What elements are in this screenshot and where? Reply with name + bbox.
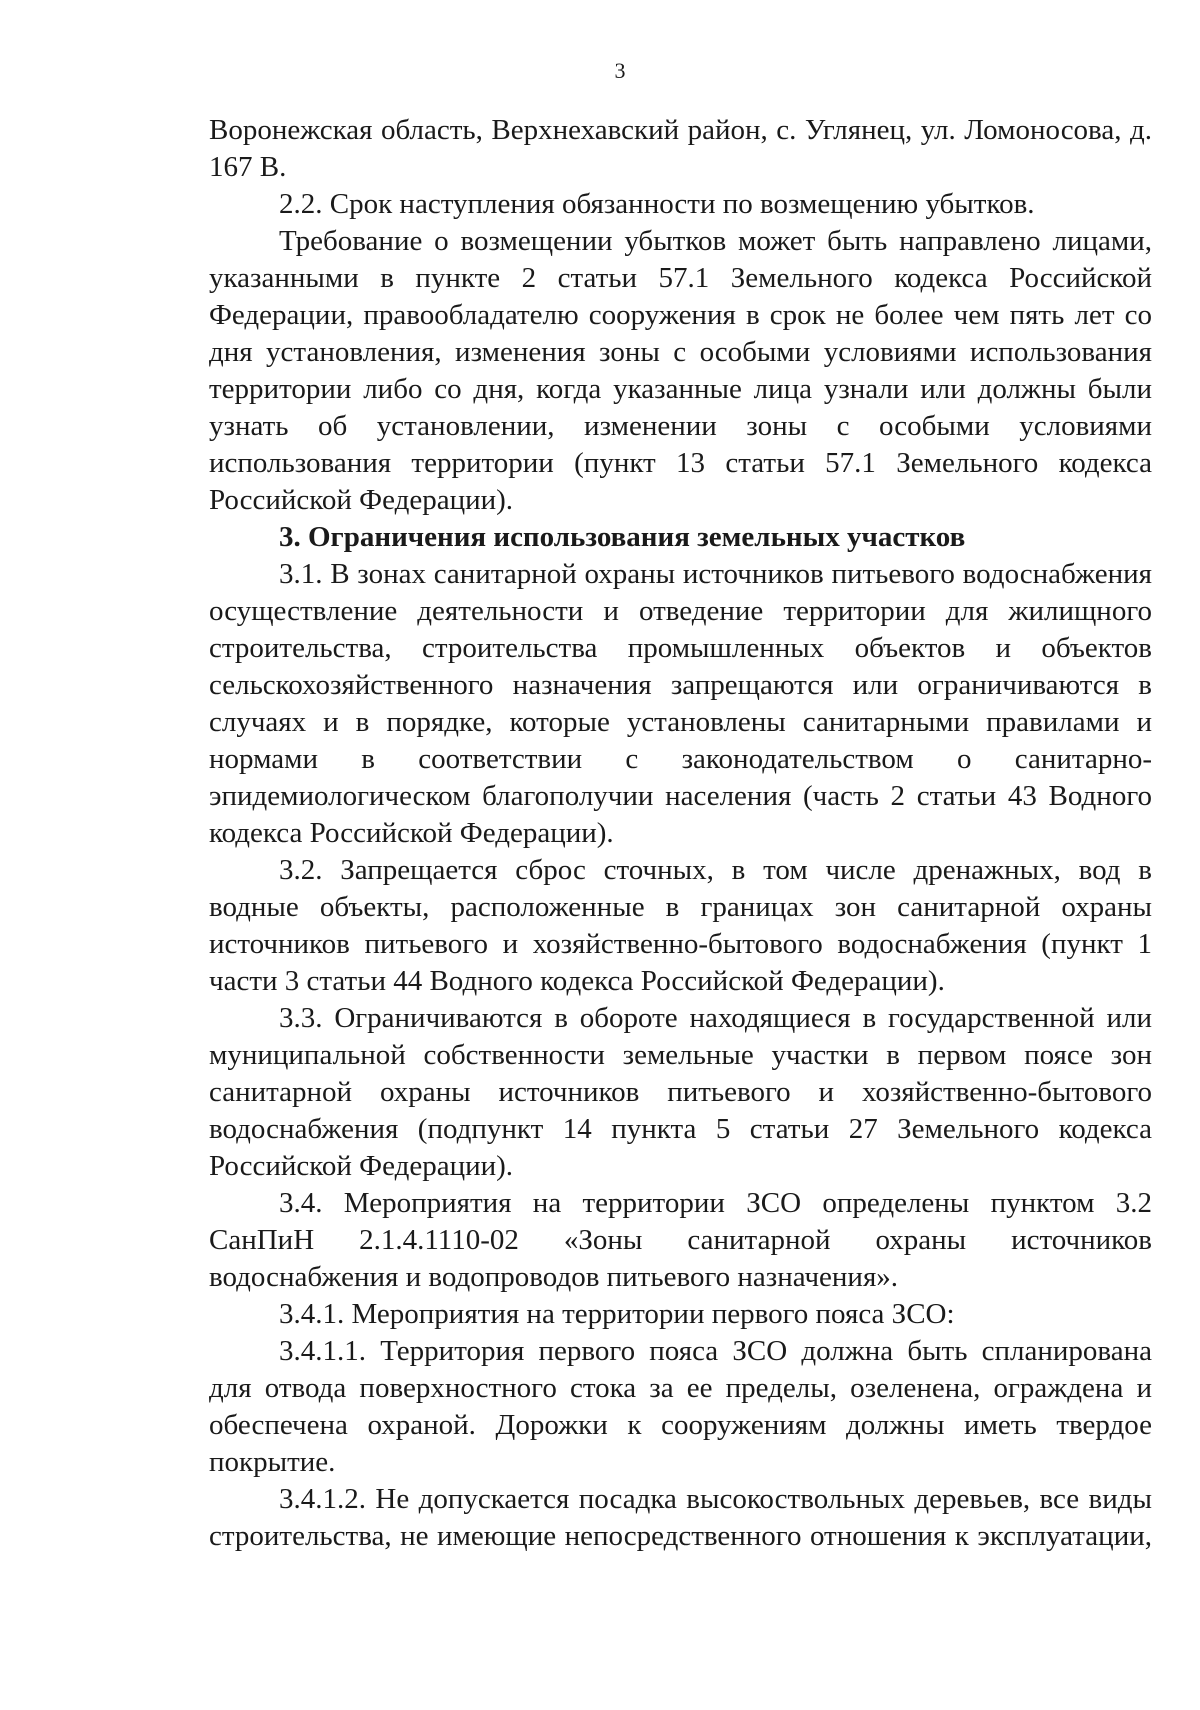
paragraph-3-1: 3.1. В зонах санитарной охраны источников питьевого водоснабжения осуществление деятельности и отведение территории для жилищного строительства, строительства промышленных объектов и объектов сельскохозяйственного назначения запрещаются или ограничиваются в случаях и в порядке, которые установлены санитарными правилами и нормами в соответствии с законодательством о санитарно-эпидемиологическом благополучии населения (часть 2 статьи 43 Водного кодекса Российской Федерации). bbox=[209, 558, 1152, 849]
paragraph-3-4-1-2: 3.4.1.2. Не допускается посадка высокоствольных деревьев, все виды строительства, не имеющие непосредственного отношения к эксплуатации, bbox=[209, 1483, 1152, 1552]
paragraph-3-2: 3.2. Запрещается сброс сточных, в том числе дренажных, вод в водные объекты, расположенные в границах зон санитарной охраны источников питьевого и хозяйственно-бытового водоснабжения (пункт 1 части 3 статьи 44 Водного кодекса Российской Федерации). bbox=[209, 854, 1152, 997]
paragraph-address: Воронежская область, Верхнехавский район, с. Углянец, ул. Ломоносова, д. 167 В. bbox=[209, 114, 1152, 183]
paragraph-3-4-1-1: 3.4.1.1. Территория первого пояса ЗСО должна быть спланирована для отвода поверхностного стока за ее пределы, озеленена, ограждена и обеспечена охраной. Дорожки к сооружениям должны иметь твердое покрытие. bbox=[209, 1335, 1152, 1478]
paragraph-3-4-1: 3.4.1. Мероприятия на территории первого пояса ЗСО: bbox=[279, 1298, 955, 1330]
paragraph-claim-requirement: Требование о возмещении убытков может быть направлено лицами, указанными в пункте 2 статьи 57.1 Земельного кодекса Российской Федерации, правообладателю сооружения в срок не более чем пять лет со дня установления, изменения зоны с особыми условиями использования территории либо со дня, когда указанные лица узнали или должны были узнать об установлении, изменении зоны с особыми условиями использования территории (пункт 13 статьи 57.1 Земельного кодекса Российской Федерации). bbox=[209, 225, 1152, 516]
page-number: 3 bbox=[614, 58, 626, 83]
paragraph-3-4: 3.4. Мероприятия на территории ЗСО определены пунктом 3.2 СанПиН 2.1.4.1110-02 «Зоны санитарной охраны источников водоснабжения и водопроводов питьевого назначения». bbox=[209, 1187, 1152, 1293]
document-body bbox=[209, 112, 1152, 1555]
paragraph-2-2: 2.2. Срок наступления обязанности по возмещению убытков. bbox=[279, 188, 1035, 220]
section-heading-3: 3. Ограничения использования земельных участков bbox=[279, 521, 966, 553]
paragraph-3-3: 3.3. Ограничиваются в обороте находящиеся в государственной или муниципальной собственности земельные участки в первом поясе зон санитарной охраны источников питьевого и хозяйственно-бытового водоснабжения (подпункт 14 пункта 5 статьи 27 Земельного кодекса Российской Федерации). bbox=[209, 1002, 1152, 1182]
